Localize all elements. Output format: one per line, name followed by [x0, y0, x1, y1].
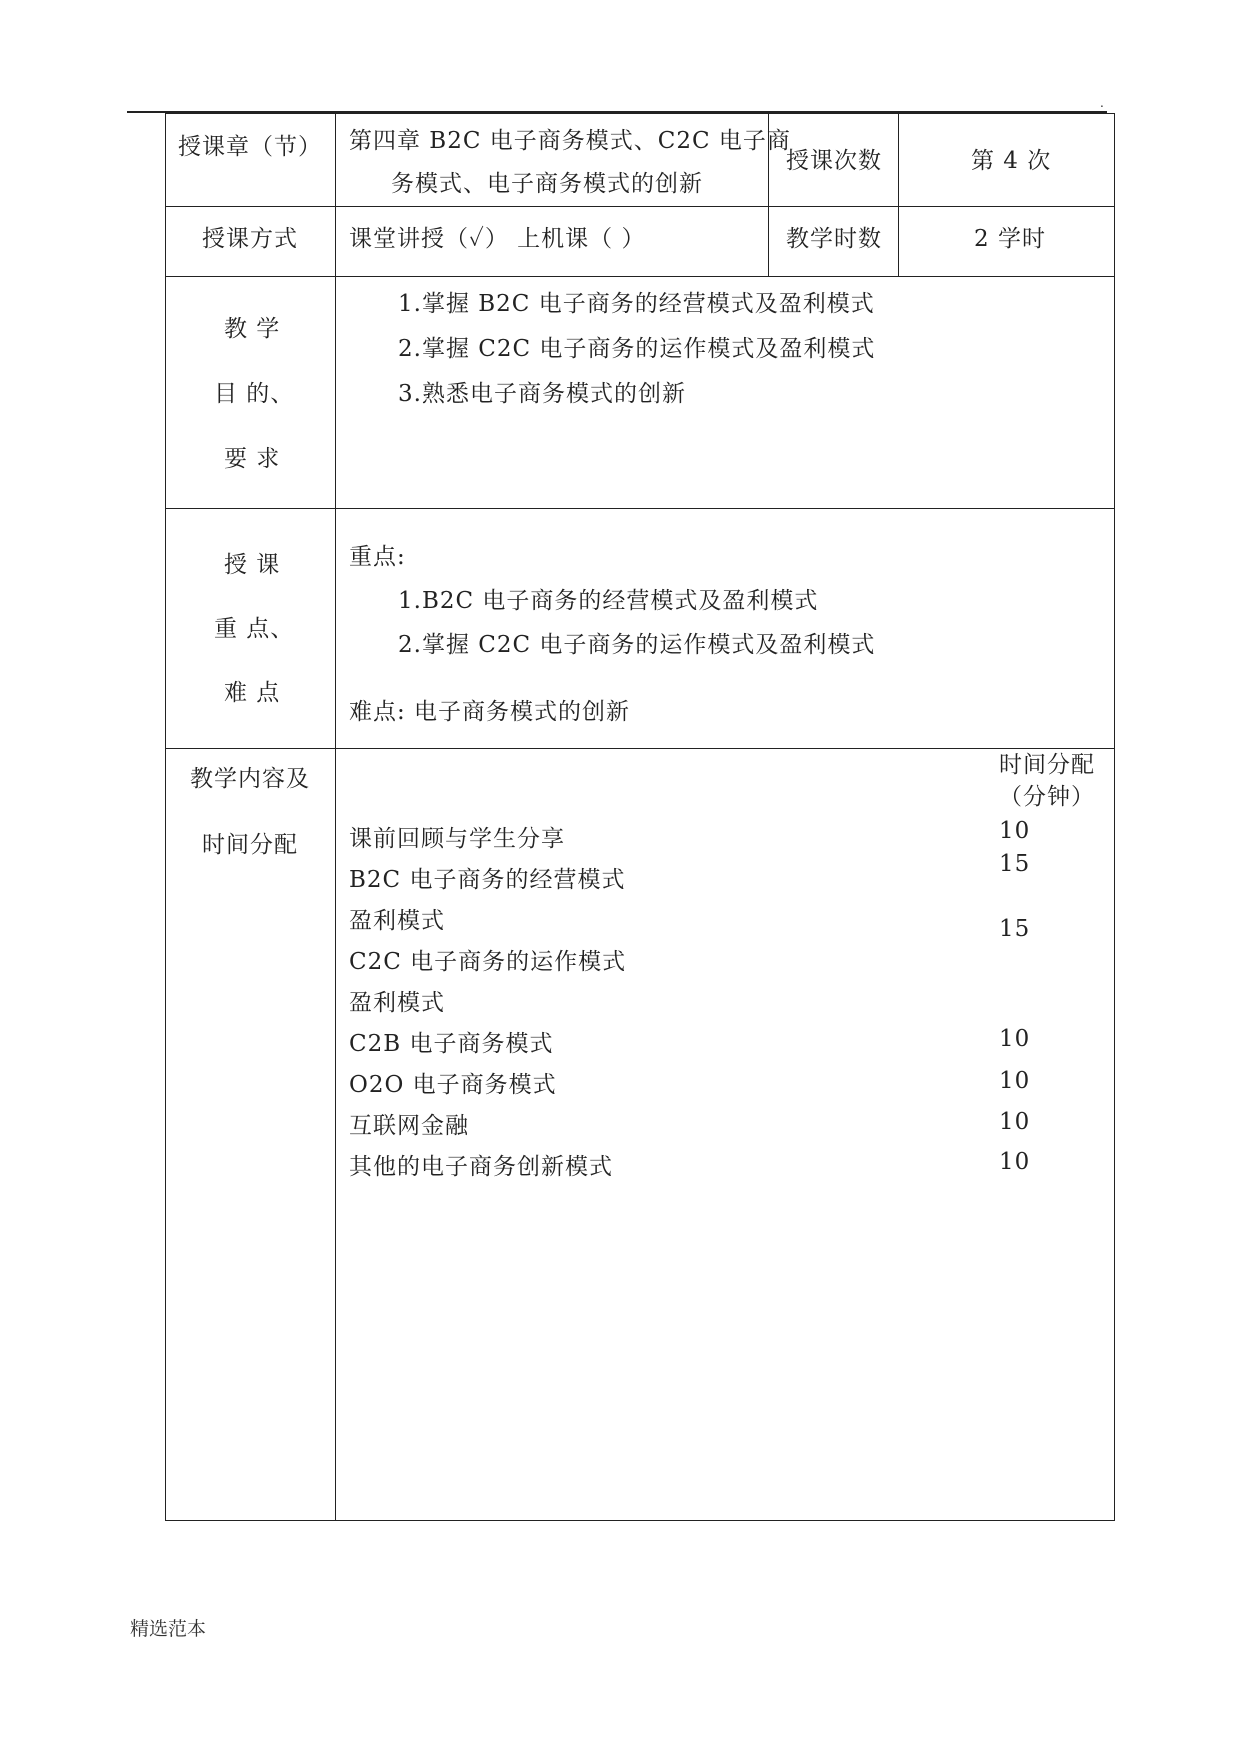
content-label: 时间分配: [202, 832, 298, 858]
objective-item: 3.熟悉电子商务模式的创新: [398, 381, 686, 407]
time-value: 10: [999, 1109, 1031, 1135]
method-value: 课堂讲授（✓） 上机课（ ）: [349, 226, 646, 252]
keypoints-label: 难 点: [224, 680, 281, 706]
row-rule: [166, 276, 1114, 277]
lesson-count-label: 授课次数: [786, 148, 882, 174]
content-item: 其他的电子商务创新模式: [349, 1154, 613, 1180]
content-item: 盈利模式: [349, 990, 445, 1016]
focus-item: 1.B2C 电子商务的经营模式及盈利模式: [398, 588, 819, 614]
content-item: 互联网金融: [349, 1113, 469, 1139]
keypoints-label: 授 课: [224, 552, 281, 578]
focus-heading: 重点:: [349, 544, 406, 570]
teaching-hours-value: 2 学时: [974, 226, 1046, 252]
time-header: （分钟）: [999, 784, 1095, 810]
objectives-label: 教 学: [224, 316, 281, 342]
time-value: 15: [999, 916, 1031, 942]
content-item: 课前回顾与学生分享: [349, 826, 565, 852]
content-item: O2O 电子商务模式: [349, 1072, 557, 1098]
time-header: 时间分配: [999, 752, 1095, 778]
content-item: 盈利模式: [349, 908, 445, 934]
keypoints-label: 重 点、: [214, 616, 295, 642]
chapter-value-line2: 务模式、电子商务模式的创新: [391, 171, 703, 197]
objectives-label: 目 的、: [214, 381, 295, 407]
teaching-hours-label: 教学时数: [786, 226, 882, 252]
row-rule: [166, 206, 1114, 207]
time-value: 10: [999, 818, 1031, 844]
time-value: 10: [999, 1149, 1031, 1175]
column-rule: [335, 113, 336, 1521]
time-value: 15: [999, 851, 1031, 877]
objective-item: 2.掌握 C2C 电子商务的运作模式及盈利模式: [398, 336, 876, 362]
footer-text: 精选范本: [130, 1618, 207, 1640]
objective-item: 1.掌握 B2C 电子商务的经营模式及盈利模式: [398, 291, 875, 317]
column-rule: [898, 113, 899, 276]
chapter-value-line1: 第四章 B2C 电子商务模式、C2C 电子商: [349, 128, 791, 154]
objectives-label: 要 求: [224, 446, 281, 472]
row-rule: [166, 508, 1114, 509]
chapter-label: 授课章（节）: [178, 134, 322, 160]
row-rule: [166, 748, 1114, 749]
difficulty-text: 难点: 电子商务模式的创新: [349, 699, 631, 725]
time-value: 10: [999, 1026, 1031, 1052]
content-item: B2C 电子商务的经营模式: [349, 867, 626, 893]
method-label: 授课方式: [202, 226, 298, 252]
header-mark: .: [1100, 96, 1104, 110]
row-rule: [166, 113, 1114, 114]
lesson-plan-table: [165, 113, 1115, 1521]
content-item: C2C 电子商务的运作模式: [349, 949, 627, 975]
time-value: 10: [999, 1068, 1031, 1094]
content-label: 教学内容及: [190, 766, 310, 792]
focus-item: 2.掌握 C2C 电子商务的运作模式及盈利模式: [398, 632, 876, 658]
content-item: C2B 电子商务模式: [349, 1031, 554, 1057]
lesson-count-value: 第 4 次: [971, 148, 1052, 174]
